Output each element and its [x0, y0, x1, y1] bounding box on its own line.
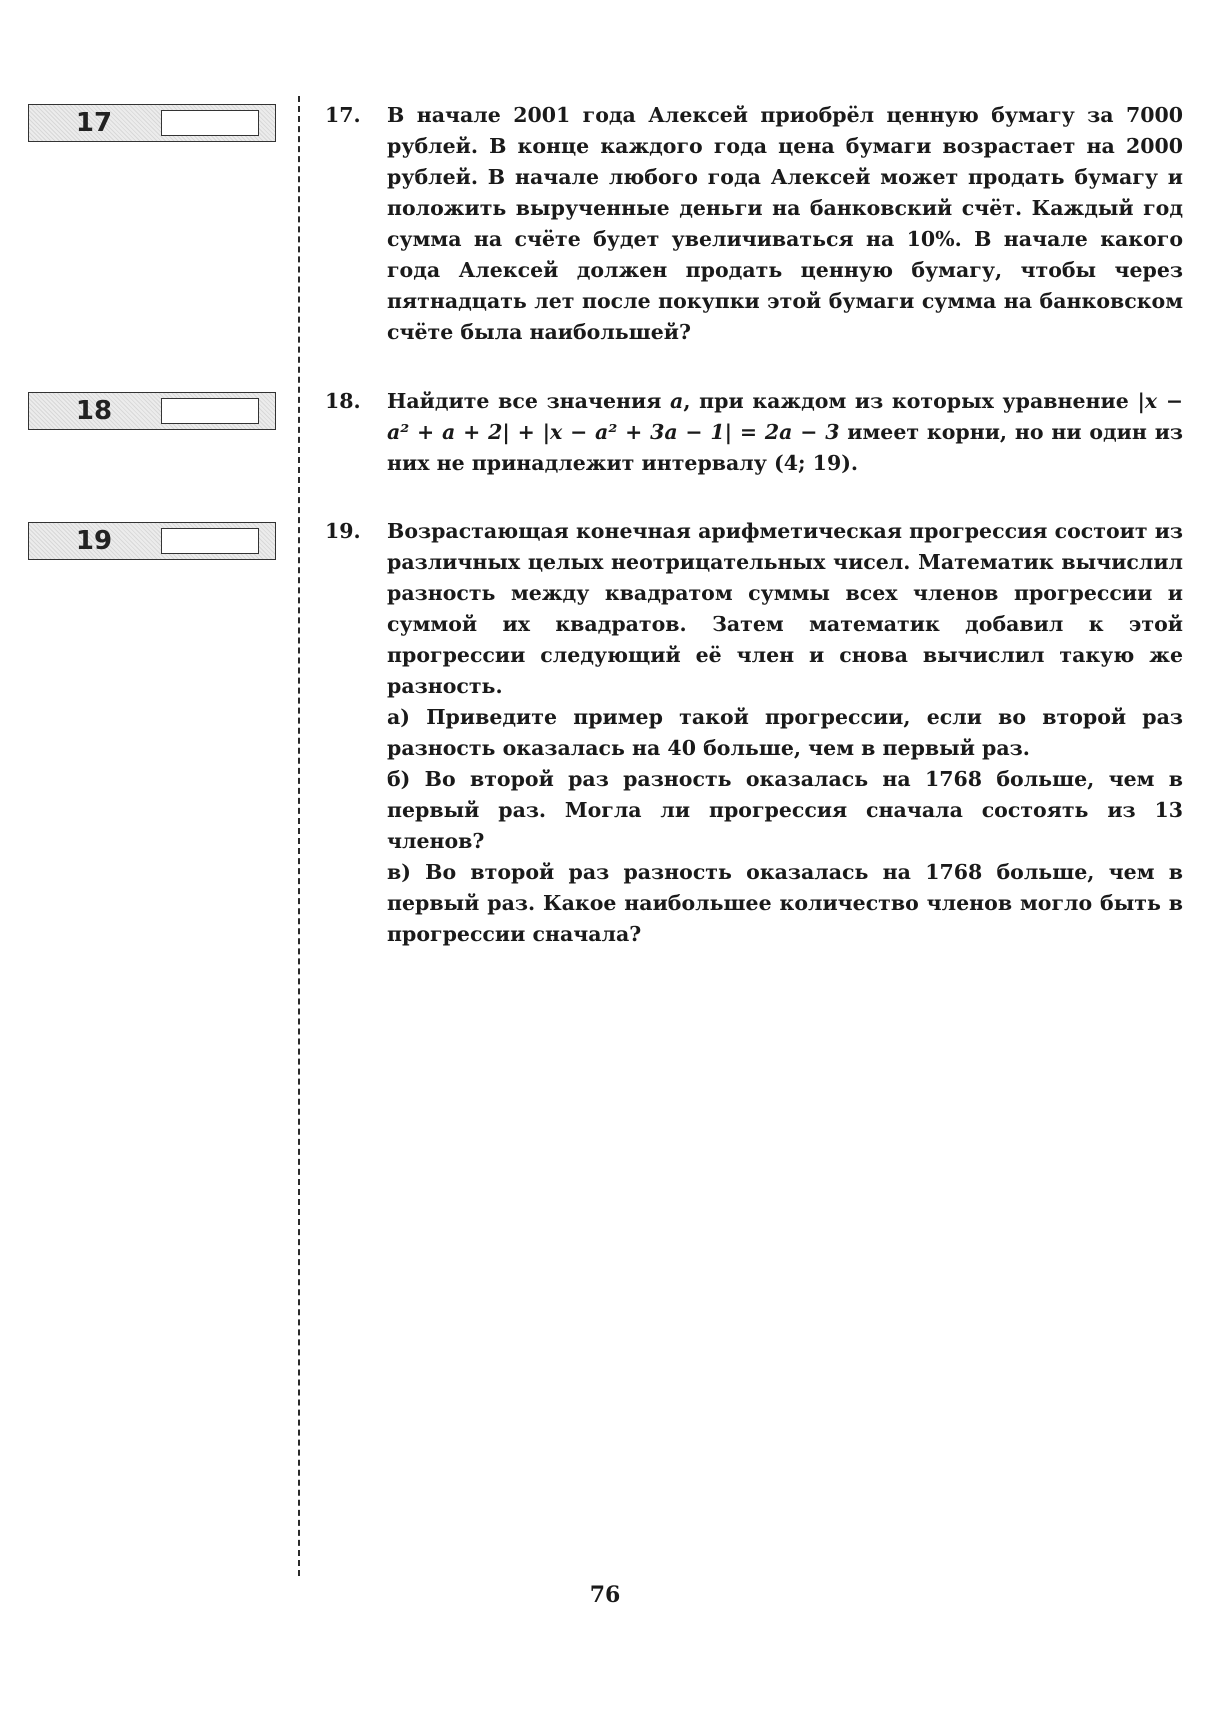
variable-a: a	[670, 389, 684, 413]
equation: |x − a² + a + 2| + |x − a² + 3a − 1| = 2a − 3	[387, 389, 1183, 444]
problem-text	[387, 516, 1183, 950]
problem-19	[325, 516, 1183, 950]
problem-text	[387, 386, 1183, 479]
text-part: Найдите все значения	[387, 389, 671, 413]
answer-box-18	[28, 392, 276, 430]
answer-field-19[interactable]	[161, 528, 259, 554]
answer-field-17[interactable]	[161, 110, 259, 136]
problem-number: 18.	[325, 389, 361, 413]
answer-box-19	[28, 522, 276, 560]
problem-17	[325, 100, 1183, 348]
answer-box-number: 18	[75, 396, 113, 426]
answer-box-17	[28, 104, 276, 142]
text-part: , при каждом из которых уравнение	[683, 389, 1138, 413]
problem-number: 17.	[325, 103, 361, 127]
answer-box-number: 17	[75, 108, 113, 138]
problem-intro: Возрастающая конечная арифметическая прогрессия состоит из различных целых неотрицательных чисел. Математик вычислил разность между квадратом суммы всех членов прогрессии и суммой их квадратов. Затем математик добавил к этой прогрессии следующий её член и снова вычислил такую же разность.	[387, 519, 1183, 698]
answer-field-18[interactable]	[161, 398, 259, 424]
problem-18	[325, 386, 1183, 479]
answer-box-number: 19	[75, 526, 113, 556]
problem-part-b: б) Во второй раз разность оказалась на 1768 больше, чем в первый раз. Могла ли прогрессия сначала состоять из 13 членов?	[387, 767, 1183, 853]
page-number: 76	[589, 1582, 621, 1608]
problem-number: 19.	[325, 519, 361, 543]
problem-part-c: в) Во второй раз разность оказалась на 1768 больше, чем в первый раз. Какое наибольшее количество членов могло быть в прогрессии сначала?	[387, 860, 1183, 946]
text-part: имеет корни, но ни один из них не принадлежит интервалу (4; 19).	[387, 420, 1183, 475]
problem-text: В начале 2001 года Алексей приобрёл ценную бумагу за 7000 рублей. В конце каждого года цена бумаги возрастает на 2000 рублей. В начале любого года Алексей может продать бумагу и положить вырученные деньги на банковский счёт. Каждый год сумма на счёте будет увеличиваться на 10%. В начале какого года Алексей должен продать ценную бумагу, чтобы через пятнадцать лет после покупки этой бумаги сумма на банковском счёте была наибольшей?	[387, 103, 1183, 344]
problem-part-a: а) Приведите пример такой прогрессии, если во второй раз разность оказалась на 40 больше, чем в первый раз.	[387, 705, 1183, 760]
cut-line	[298, 96, 300, 1576]
